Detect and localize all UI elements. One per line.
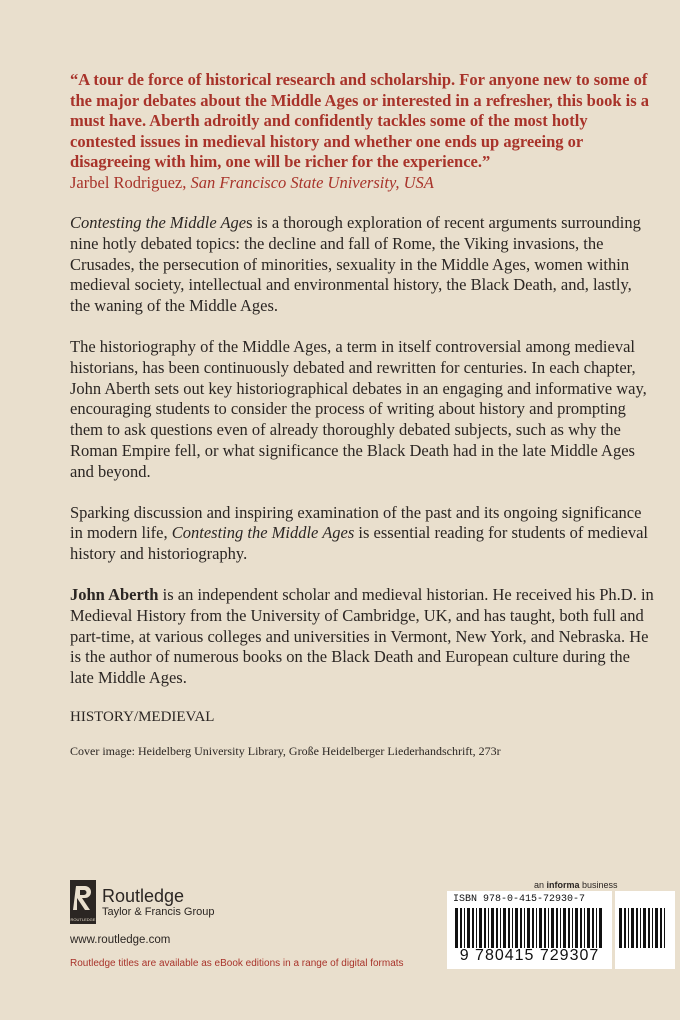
subject-category: HISTORY/MEDIEVAL: [70, 708, 215, 725]
barcode-bar: [491, 908, 494, 948]
barcode-bar: [515, 908, 518, 948]
barcode-bar: [479, 908, 482, 948]
barcode-bar: [476, 908, 477, 948]
barcode-bar: [596, 908, 597, 948]
barcode-bar: [619, 908, 622, 948]
barcode-bar: [460, 908, 462, 948]
publisher-block: [70, 880, 214, 946]
barcode-bar: [536, 908, 537, 948]
barcode-bar: [648, 908, 650, 948]
endorser-affiliation: San Francisco State University, USA: [190, 172, 434, 192]
informa-brand: informa: [546, 880, 580, 890]
barcode-bar: [636, 908, 638, 948]
book-title-italic: Contesting the Middle Age: [70, 213, 247, 232]
barcode-bar: [503, 908, 506, 948]
barcode-bar: [568, 908, 570, 948]
routledge-logo: [70, 880, 214, 924]
barcode-bar: [524, 908, 525, 948]
barcode-bar: [472, 908, 474, 948]
barcode-bar: [496, 908, 498, 948]
publisher-group: Taylor & Francis Group: [102, 906, 215, 918]
barcode-bar: [512, 908, 513, 948]
barcode-digits: 9 780415 729307: [459, 947, 600, 964]
barcode-bar: [628, 908, 629, 948]
barcode-bar: [572, 908, 573, 948]
book-title-tail: s: [246, 213, 253, 232]
barcode-bar: [548, 908, 549, 948]
description-paragraph-1: [70, 213, 655, 317]
informa-prefix: an: [534, 880, 547, 890]
barcode-bar: [563, 908, 566, 948]
endorsement-attribution: [70, 173, 655, 194]
barcode-bar: [556, 908, 558, 948]
endorsement-quote: “A tour de force of historical research and scholarship. For anyone new to some of the major debates about the Middle Ages or interested in a refresher, this book is a must have. Aberth adroitly and confidently tackles some of the most hotly contested issues in medieval history and whether one ends up agreeing or disagreeing with him, one will be richer for the experience.”: [70, 70, 650, 171]
isbn-barcode: [447, 891, 612, 969]
routledge-mark-icon: [70, 880, 96, 924]
barcode-bar: [500, 908, 501, 948]
barcode-bar: [655, 908, 658, 948]
barcode-bar: [587, 908, 590, 948]
barcode-bar: [643, 908, 646, 948]
barcode-bar: [527, 908, 530, 948]
description-paragraph-2: The historiography of the Middle Ages, a term in itself controversial among medieval historians, has been continuously debated and rewritten for centuries. In each chapter, John Aberth sets out key historiographical debates in an engaging and informative way, encouraging students to consider the process of writing about history and prompting them to ask questions even of already thoroughly debated subjects, such as why the Roman Empire fell, or what significance the Black Death had in the late Middle Ages and beyond.: [70, 336, 647, 481]
barcode-bar: [508, 908, 510, 948]
cover-image-credit: Cover image: Heidelberg University Library, Große Heidelberger Liederhandschrift, 273r: [70, 743, 501, 758]
description-p3-end: is essential reading for students of medieval history and historiography.: [70, 523, 649, 564]
endorser-name: Jarbel Rodriguez,: [70, 172, 187, 192]
barcode-bar: [624, 908, 626, 948]
barcode-bar: [560, 908, 561, 948]
barcode-bar: [575, 908, 578, 948]
barcode-bar: [520, 908, 522, 948]
publisher-name: Routledge: [102, 886, 185, 906]
barcode-bar: [544, 908, 546, 948]
price-addon-barcode: [615, 891, 675, 969]
author-bio-text: is an independent scholar and medieval historian. He received his Ph.D. in Medieval History from the University of Cambridge, UK, and has taught, both full and part-time, at various colleges and universities in Vermont, New York, and Nebraska. He is the author of numerous books on the Black Death and European culture during the late Middle Ages.: [70, 584, 654, 688]
description-p3-start: Sparking discussion and inspiring examination of the past and its ongoing significance in modern life,: [70, 502, 642, 543]
barcode-bar: [539, 908, 542, 948]
informa-suffix: business: [579, 880, 618, 890]
barcode-bar: [599, 908, 602, 948]
barcode-bar: [631, 908, 634, 948]
barcode-bar: [467, 908, 470, 948]
description-p1-text: is a thorough exploration of recent arguments surrounding nine hotly debated topics: the decline and fall of Rome, the Viking invasions, the Crusades, the persecution of minorities, sexuality in the Middle Ages, women within medieval society, intellectual and environmental history, the Black Death, and, lastly, the waning of the Middle Ages.: [70, 213, 641, 316]
barcode-bar: [652, 908, 653, 948]
author-name: John Aberth: [70, 584, 159, 604]
barcode-bar: [551, 908, 554, 948]
barcode-bar: [488, 908, 489, 948]
barcode-bar: [640, 908, 641, 948]
book-title-italic-2: Contesting the Middle Ages: [171, 523, 355, 543]
barcode-bar: [464, 908, 465, 948]
barcode-bar: [455, 908, 458, 948]
addon-bars: [619, 908, 669, 948]
barcode-bar: [660, 908, 662, 948]
description-paragraph-3: [70, 503, 655, 565]
ebook-note: Routledge titles are available as eBook editions in a range of digital formats: [70, 958, 404, 969]
barcode-bar: [484, 908, 486, 948]
barcode-bar: [580, 908, 582, 948]
barcode-bars: [455, 908, 605, 948]
mark-caption: ROUTLEDGE: [70, 917, 96, 922]
author-bio: [70, 585, 655, 689]
barcode-bar: [664, 908, 665, 948]
barcode-bar: [592, 908, 594, 948]
isbn-number: ISBN 978-0-415-72930-7: [453, 894, 586, 905]
barcode-bar: [584, 908, 585, 948]
back-cover-text: [70, 70, 655, 759]
barcode-bar: [532, 908, 534, 948]
publisher-website[interactable]: www.routledge.com: [70, 934, 171, 946]
informa-tagline: [534, 880, 618, 890]
